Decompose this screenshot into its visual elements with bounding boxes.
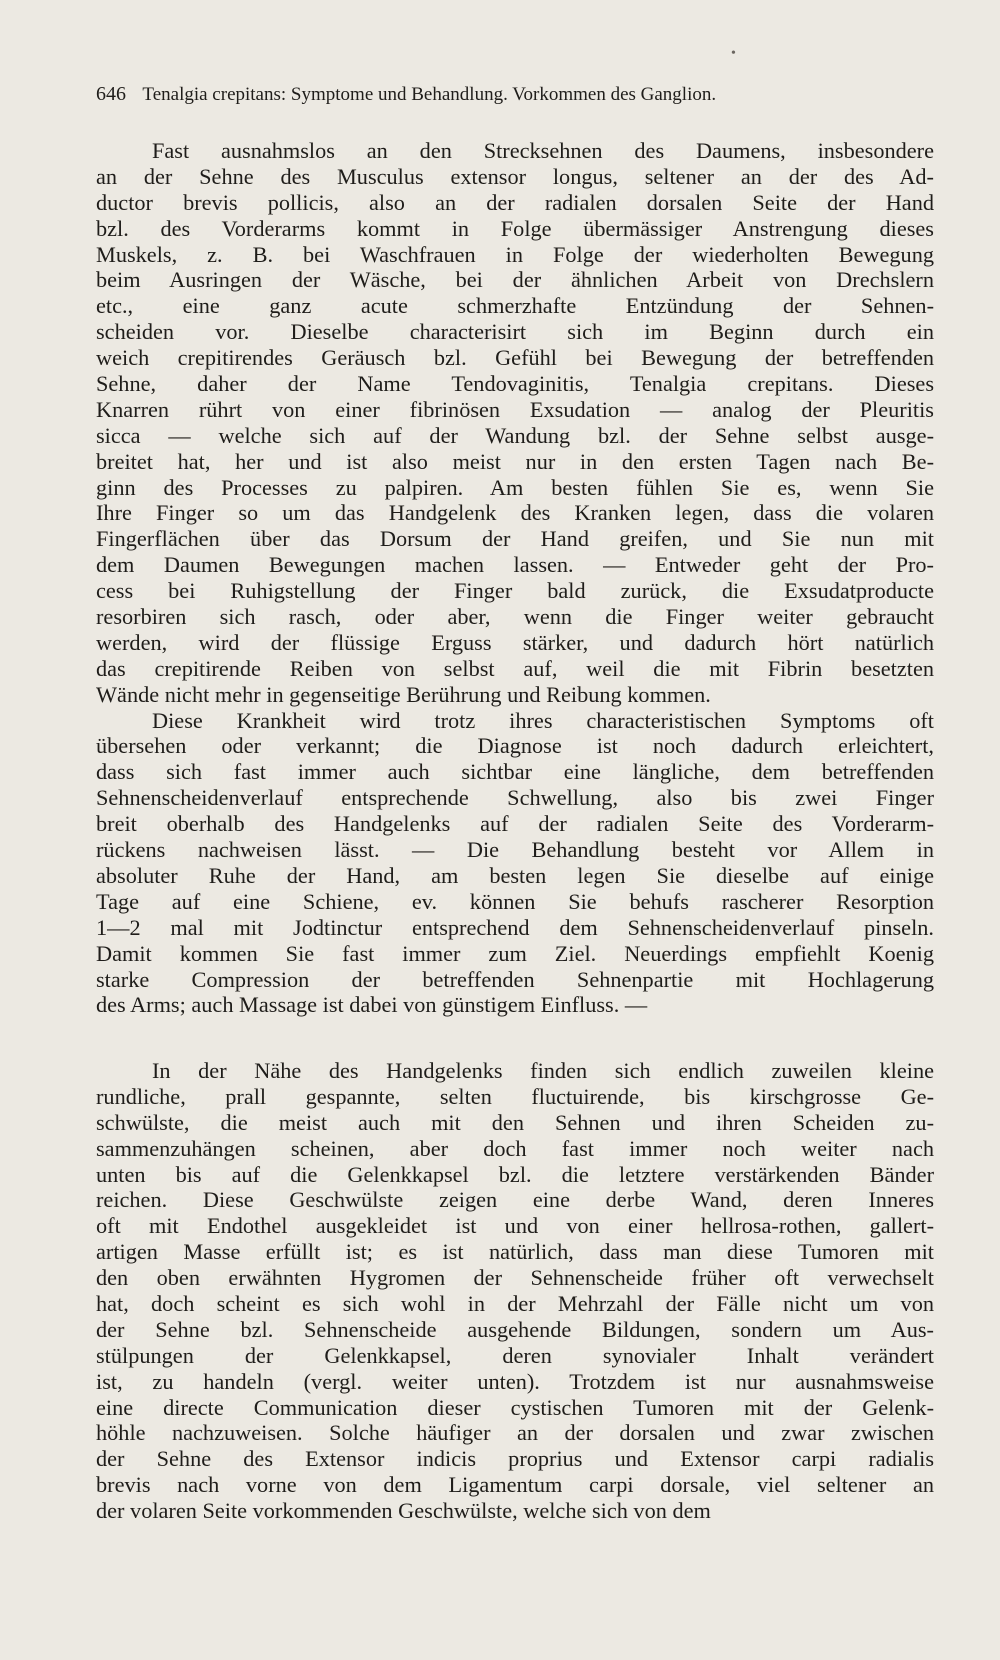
text-line: ist, zu handeln (vergl. weiter unten). Trotzdem ist nur ausnahmsweise: [96, 1368, 934, 1394]
text-line: an der Sehne des Musculus extensor longus, seltener an der des Ad-: [96, 163, 934, 189]
text-line: dass sich fast immer auch sichtbar eine längliche, dem betreffenden: [96, 759, 934, 785]
text-line: sicca — welche sich auf der Wandung bzl. der Sehne selbst ausge-: [96, 422, 934, 448]
running-title: Tenalgia crepitans: Symptome und Behandlung. Vorkommen des Ganglion.: [142, 84, 717, 105]
text-line: breit oberhalb des Handgelenks auf der radialen Seite des Vorderarm-: [96, 811, 934, 837]
text-line: absoluter Ruhe der Hand, am besten legen Sie dieselbe auf einige: [96, 862, 934, 888]
text-line: etc., eine ganz acute schmerzhafte Entzündung der Sehnen-: [96, 293, 934, 319]
paragraph: [96, 708, 934, 1019]
text-line: eine directe Communication dieser cystischen Tumoren mit der Gelenk-: [96, 1394, 934, 1420]
text-line: Wände nicht mehr in gegenseitige Berührung und Reibung kommen.: [96, 681, 711, 707]
text-line: Sehnenscheidenverlauf entsprechende Schwellung, also bis zwei Finger: [96, 785, 934, 811]
running-header: [96, 80, 936, 108]
text-line: Sehne, daher der Name Tendovaginitis, Tenalgia crepitans. Dieses: [96, 371, 934, 397]
text-block-bottom: [96, 1058, 934, 1524]
speck-mark: •: [731, 46, 736, 61]
text-line: 1—2 mal mit Jodtinctur entsprechend dem Sehnenscheidenverlauf pinseln.: [96, 914, 934, 940]
text-line: Ihre Finger so um das Handgelenk des Kranken legen, dass die volaren: [96, 500, 934, 526]
text-line: Fast ausnahmslos an den Strecksehnen des Daumens, insbesondere: [152, 138, 934, 163]
text-line: der volaren Seite vorkommenden Geschwülste, welche sich von dem: [96, 1498, 711, 1524]
text-line: scheiden vor. Dieselbe characterisirt sich im Beginn durch ein: [96, 319, 934, 345]
text-line: starke Compression der betreffenden Sehnenpartie mit Hochlagerung: [96, 966, 934, 992]
text-line: Muskels, z. B. bei Waschfrauen in Folge der wiederholten Bewegung: [96, 241, 934, 267]
paragraph: [96, 138, 934, 708]
text-line: hat, doch scheint es sich wohl in der Mehrzahl der Fälle nicht um von: [96, 1291, 934, 1317]
text-line: übersehen oder verkannt; die Diagnose ist noch dadurch erleichtert,: [96, 733, 934, 759]
text-line: stülpungen der Gelenkkapsel, deren synovialer Inhalt verändert: [96, 1342, 934, 1368]
text-line: werden, wird der flüssige Erguss stärker, und dadurch hört natürlich: [96, 629, 934, 655]
text-line: In der Nähe des Handgelenks finden sich endlich zuweilen kleine: [152, 1058, 934, 1083]
text-line: Fingerflächen über das Dorsum der Hand greifen, und Sie nun mit: [96, 526, 934, 552]
text-line: Damit kommen Sie fast immer zum Ziel. Neuerdings empfiehlt Koenig: [96, 940, 934, 966]
text-line: schwülste, die meist auch mit den Sehnen und ihren Scheiden zu-: [96, 1109, 934, 1135]
paragraph: [96, 1058, 934, 1524]
text-line: den oben erwähnten Hygromen der Sehnenscheide früher oft verwechselt: [96, 1265, 934, 1291]
text-line: der Sehne bzl. Sehnenscheide ausgehende Bildungen, sondern um Aus-: [96, 1316, 934, 1342]
page-number: 646: [96, 83, 126, 105]
text-line: bzl. des Vorderarms kommt in Folge übermässiger Anstrengung dieses: [96, 215, 934, 241]
text-line: breitet hat, her und ist also meist nur in den ersten Tagen nach Be-: [96, 448, 934, 474]
text-line: artigen Masse erfüllt ist; es ist natürlich, dass man diese Tumoren mit: [96, 1239, 934, 1265]
text-line: oft mit Endothel ausgekleidet ist und von einer hellrosa-rothen, gallert-: [96, 1213, 934, 1239]
text-line: unten bis auf die Gelenkkapsel bzl. die letztere verstärkenden Bänder: [96, 1161, 934, 1187]
text-line: dem Daumen Bewegungen machen lassen. — Entweder geht der Pro-: [96, 552, 934, 578]
text-line: cess bei Ruhigstellung der Finger bald zurück, die Exsudatproducte: [96, 578, 934, 604]
text-line: beim Ausringen der Wäsche, bei der ähnlichen Arbeit von Drechslern: [96, 267, 934, 293]
text-line: Diese Krankheit wird trotz ihres characteristischen Symptoms oft: [152, 707, 934, 733]
text-line: weich crepitirendes Geräusch bzl. Gefühl bei Bewegung der betreffenden: [96, 345, 934, 371]
text-block-top: [96, 138, 934, 1018]
text-line: rückens nachweisen lässt. — Die Behandlung besteht vor Allem in: [96, 837, 934, 863]
text-line: Tage auf eine Schiene, ev. können Sie behufs rascherer Resorption: [96, 888, 934, 914]
text-line: ductor brevis pollicis, also an der radialen dorsalen Seite der Hand: [96, 189, 934, 215]
text-line: der Sehne des Extensor indicis proprius und Extensor carpi radialis: [96, 1446, 934, 1472]
text-line: resorbiren sich rasch, oder aber, wenn die Finger weiter gebraucht: [96, 604, 934, 630]
text-line: das crepitirende Reiben von selbst auf, weil die mit Fibrin besetzten: [96, 655, 934, 681]
text-line: brevis nach vorne von dem Ligamentum carpi dorsale, viel seltener an: [96, 1472, 934, 1498]
text-line: Knarren rührt von einer fibrinösen Exsudation — analog der Pleuritis: [96, 396, 934, 422]
text-line: rundliche, prall gespannte, selten fluctuirende, bis kirschgrosse Ge-: [96, 1083, 934, 1109]
text-line: höhle nachzuweisen. Solche häufiger an der dorsalen und zwar zwischen: [96, 1420, 934, 1446]
text-line: des Arms; auch Massage ist dabei von günstigem Einfluss. —: [96, 992, 648, 1018]
text-line: sammenzuhängen scheinen, aber doch fast immer noch weiter nach: [96, 1135, 934, 1161]
text-line: ginn des Processes zu palpiren. Am besten fühlen Sie es, wenn Sie: [96, 474, 934, 500]
text-line: reichen. Diese Geschwülste zeigen eine derbe Wand, deren Inneres: [96, 1187, 934, 1213]
